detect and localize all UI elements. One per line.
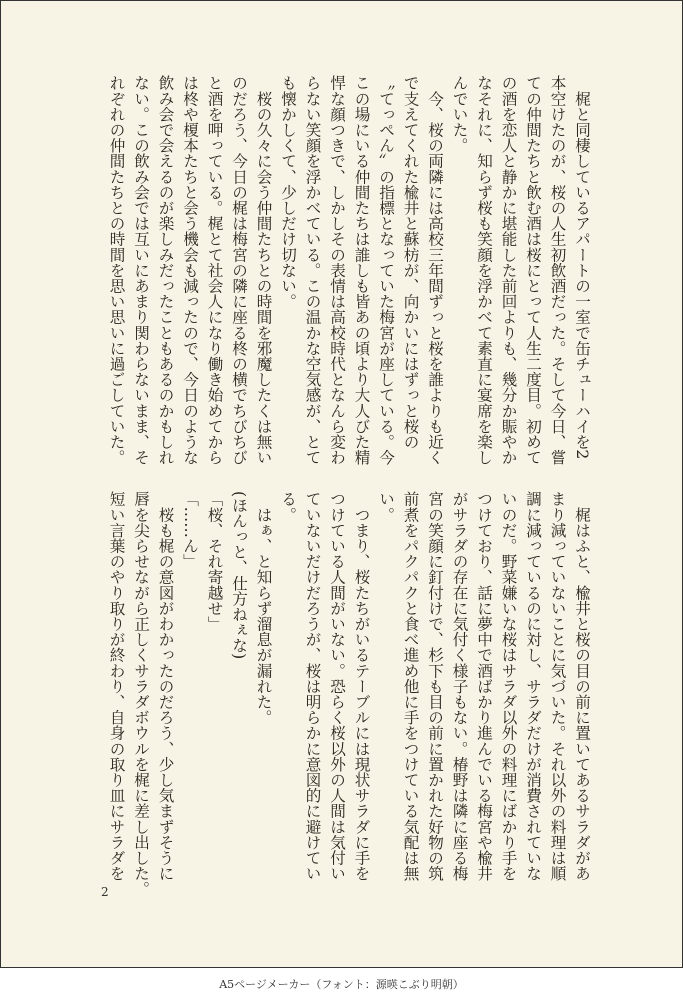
text-column: 調に減っているのに対し、サラダだけが消費されていな: [524, 491, 542, 881]
text-column: はぁ、と知らず溜息が漏れた。: [254, 491, 273, 725]
text-column: ない。この飲み会では互いにあまり関わらないまま、そ: [132, 75, 150, 465]
text-column: 悍な顔つきで、しかしその表情は高校時代となんら変わ: [328, 75, 346, 465]
text-column: 梶と同棲しているアパートの一室で缶チューハイを2: [573, 75, 591, 460]
text-column: 前煮をパクパクと食べ進め他に手をつけている気配は無: [401, 491, 420, 881]
text-column: つまり、桜たちがいるテーブルには現状サラダに手を: [352, 491, 371, 881]
text-column: つけている人間がいない。恐らく桜以外の人間は気付い: [328, 491, 346, 881]
text-column: も懐かしくて、少しだけ切ない。: [279, 75, 297, 309]
text-column: 宮の笑顔に釘付けで、杉下も目の前に置かれた好物の筑: [426, 491, 444, 881]
text-column: 「桜、それ寄越せ」: [205, 491, 224, 632]
text-column: のだろう、今日の梶は梅宮の隣に座る柊の横でちびちび: [230, 75, 248, 465]
footer-caption: A5ページメーカー（フォント：源暎こぶり明朝）: [219, 978, 464, 991]
text-column: なそれに、知らず桜も笑顔を浮かべて素直に宴席を楽し: [475, 75, 493, 465]
text-column: い。: [377, 491, 395, 523]
text-column: がサラダの存在に気付く様子もない。椿野は隣に座る梅: [450, 491, 469, 881]
text-column: この場にいる仲間たちは誰しも皆あの頃より大人びた精: [352, 75, 371, 465]
text-column: 飲み会で会えるのが楽しみだったこともあるのかもしれ: [156, 75, 175, 465]
text-column: る。: [279, 491, 297, 523]
text-column: 桜も梶の意図がわかったのだろう、少し気まずそうに: [156, 491, 175, 881]
text-column: の酒を恋人と静かに堪能した前回よりも、幾分か賑やか: [499, 75, 518, 465]
text-column: れぞれの仲間たちとの時間を思い思いに過ごしていた。: [107, 75, 126, 465]
text-column: ての仲間たちと飲む酒は桜にとって人生二度目。初めて: [524, 75, 542, 465]
text-column: いのだ。野菜嫌いな桜はサラダ以外の料理にばかり手を: [499, 491, 518, 881]
text-column: は柊や榎本たちと会う機会も減ったので、今日のような: [181, 75, 199, 465]
text-column: (ほんっと、仕方ねぇな): [230, 491, 248, 660]
text-column: 短い言葉のやり取りが終わり、自身の取り皿にサラダを: [107, 491, 126, 881]
text-block-bottom: [104, 491, 594, 897]
text-block-top: [104, 75, 594, 465]
text-column: 唇を尖らせながら正しくサラダボウルを梶に差し出した。: [132, 491, 150, 897]
text-column: 〝てっぺん〟の指標となっていた梅宮が座している。今: [377, 75, 395, 465]
text-column: 桜の久々に会う仲間たちとの時間を邪魔したくは無い: [254, 75, 273, 465]
text-column: 梶はふと、楡井と桜の目の前に置いてあるサラダがあ: [573, 491, 591, 881]
page-number: 2: [101, 885, 109, 899]
text-column: らない笑顔を浮かべている。この温かな空気感が、とて: [303, 75, 322, 465]
text-column: 「……ん」: [181, 491, 199, 569]
text-column: んでいた。: [450, 75, 469, 153]
text-column: ていないだけだろうが、桜は明らかに意図的に避けてい: [303, 491, 322, 881]
text-column: 今、桜の両隣には高校三年間ずっと桜を誰よりも近く: [426, 75, 444, 465]
text-column: つけており、話に夢中で酒ばかり進んでいる梅宮や楡井: [475, 491, 493, 881]
text-column: で支えてくれた楡井と蘇枋が、向かいにはずっと桜の: [401, 75, 420, 450]
text-column: 本空けたのが、桜の人生初飲酒だった。そして今日、嘗: [548, 75, 567, 465]
text-column: と酒を呷っている。梶とて社会人になり働き始めてから: [205, 75, 224, 465]
text-column: まり減っていないことに気づいた。それ以外の料理は順: [548, 491, 567, 881]
